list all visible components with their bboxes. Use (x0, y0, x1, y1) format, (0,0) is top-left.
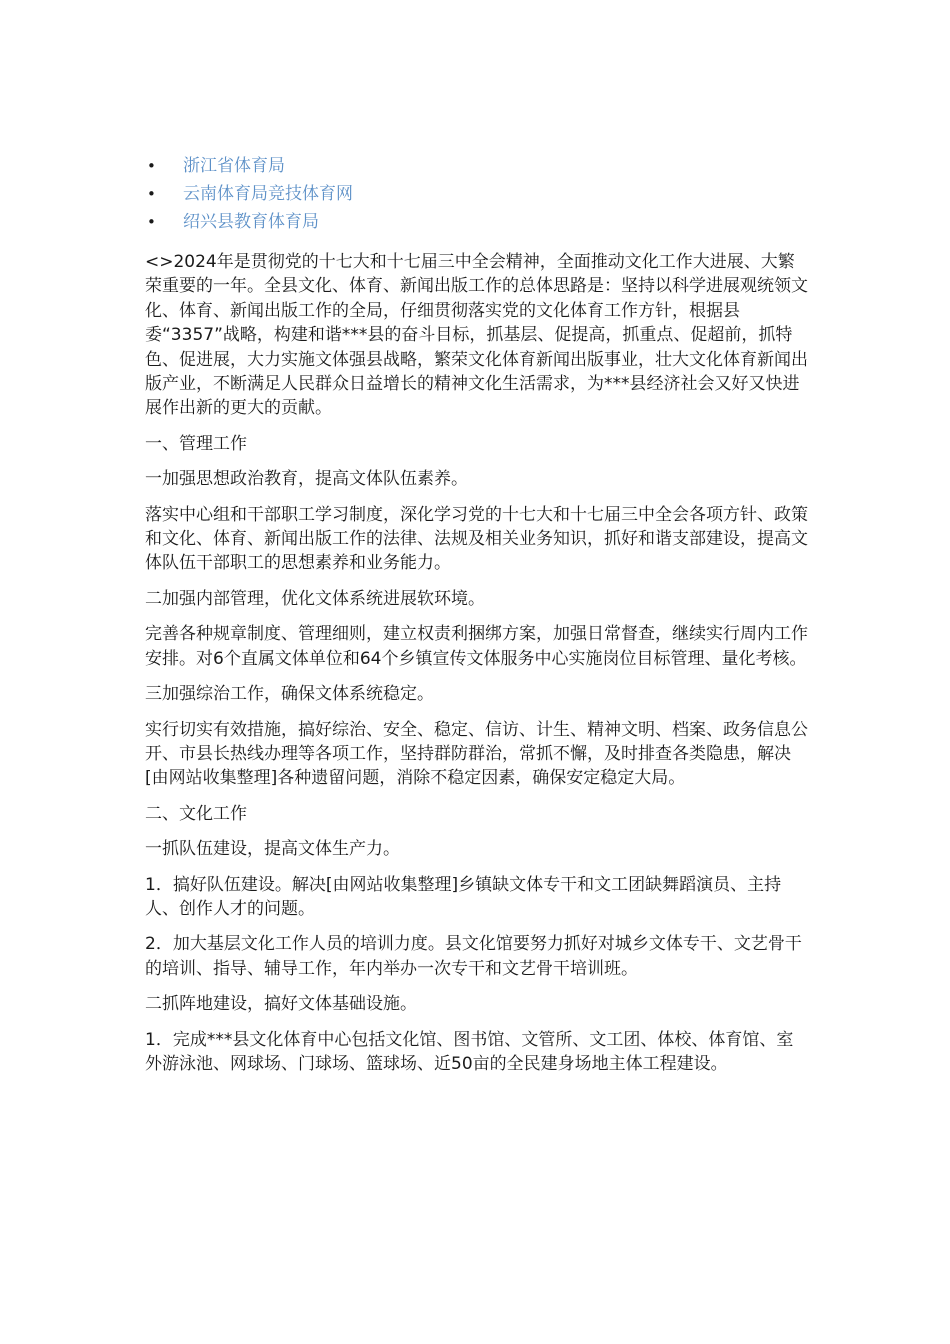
subheading: 一抓队伍建设，提高文体生产力。 (145, 839, 400, 860)
link-zhejiang-sports-bureau[interactable]: 浙江省体育局 (183, 156, 285, 176)
list-paragraph: 1．搞好队伍建设。解决[由网站收集整理]乡镇缺文体专干和文工团缺舞蹈演员、主持人、创作人才的问题。 (145, 874, 782, 919)
link-item (145, 152, 810, 180)
bullet-icon: • (147, 185, 156, 203)
bullet-icon: • (147, 213, 156, 231)
section-heading-culture: 二、文化工作 (145, 803, 247, 824)
related-links-list (145, 152, 810, 236)
list-paragraph: 1．完成***县文化体育中心包括文化馆、图书馆、文管所、文工团、体校、体育馆、室外游泳池、网球场、门球场、篮球场、近50亩的全民建身场地主体工程建设。 (145, 1029, 794, 1074)
document-body (145, 152, 810, 1087)
subheading: 三加强综治工作，确保文体系统稳定。 (145, 684, 434, 705)
subheading: 一加强思想政治教育，提高文体队伍素养。 (145, 469, 468, 490)
section-heading-management: 一、管理工作 (145, 433, 247, 454)
subheading: 二抓阵地建设，搞好文体基础设施。 (145, 994, 417, 1015)
intro-paragraph: <>2024年是贯彻党的十七大和十七届三中全会精神，全面推动文化工作大进展、大繁荣重要的一年。全县文化、体育、新闻出版工作的总体思路是：坚持以科学进展观统领文化、体育、新闻出版工作的全局，仔细贯彻落实党的文化体育工作方针，根据县委“3357”战略，构建和谐***县的奋斗目标，抓基层、促提高，抓重点、促超前，抓特色、促进展，大力实施文体强县战略，繁荣文化体育新闻出版事业，壮大文化体育新闻出版产业，不断满足人民群众日益增长的精神文化生活需求，为***县经济社会又好又快进展作出新的更大的贡献。 (145, 252, 808, 419)
subheading: 二加强内部管理，优化文体系统进展软环境。 (145, 588, 485, 609)
link-shaoxing-education-sports-bureau[interactable]: 绍兴县教育体育局 (183, 212, 319, 232)
link-item (145, 180, 810, 208)
body-paragraph: 完善各种规章制度、管理细则，建立权责利捆绑方案，加强日常督查，继续实行周内工作安排。对6个直属文体单位和64个乡镇宣传文体服务中心实施岗位目标管理、量化考核。 (145, 624, 808, 669)
link-yunnan-sports-net[interactable]: 云南体育局竞技体育网 (183, 184, 353, 204)
bullet-icon: • (147, 157, 156, 175)
body-paragraph: 实行切实有效措施，搞好综治、安全、稳定、信访、计生、精神文明、档案、政务信息公开、市县长热线办理等各项工作，坚持群防群治，常抓不懈，及时排查各类隐患，解决[由网站收集整理]各种遗留问题，消除不稳定因素，确保安定稳定大局。 (145, 719, 808, 789)
list-paragraph: 2．加大基层文化工作人员的培训力度。县文化馆要努力抓好对城乡文体专干、文艺骨干的培训、指导、辅导工作，年内举办一次专干和文艺骨干培训班。 (145, 934, 802, 979)
body-paragraph: 落实中心组和干部职工学习制度，深化学习党的十七大和十七届三中全会各项方针、政策和文化、体育、新闻出版工作的法律、法规及相关业务知识，抓好和谐支部建设，提高文体队伍干部职工的思想素养和业务能力。 (145, 504, 808, 574)
link-item (145, 208, 810, 236)
